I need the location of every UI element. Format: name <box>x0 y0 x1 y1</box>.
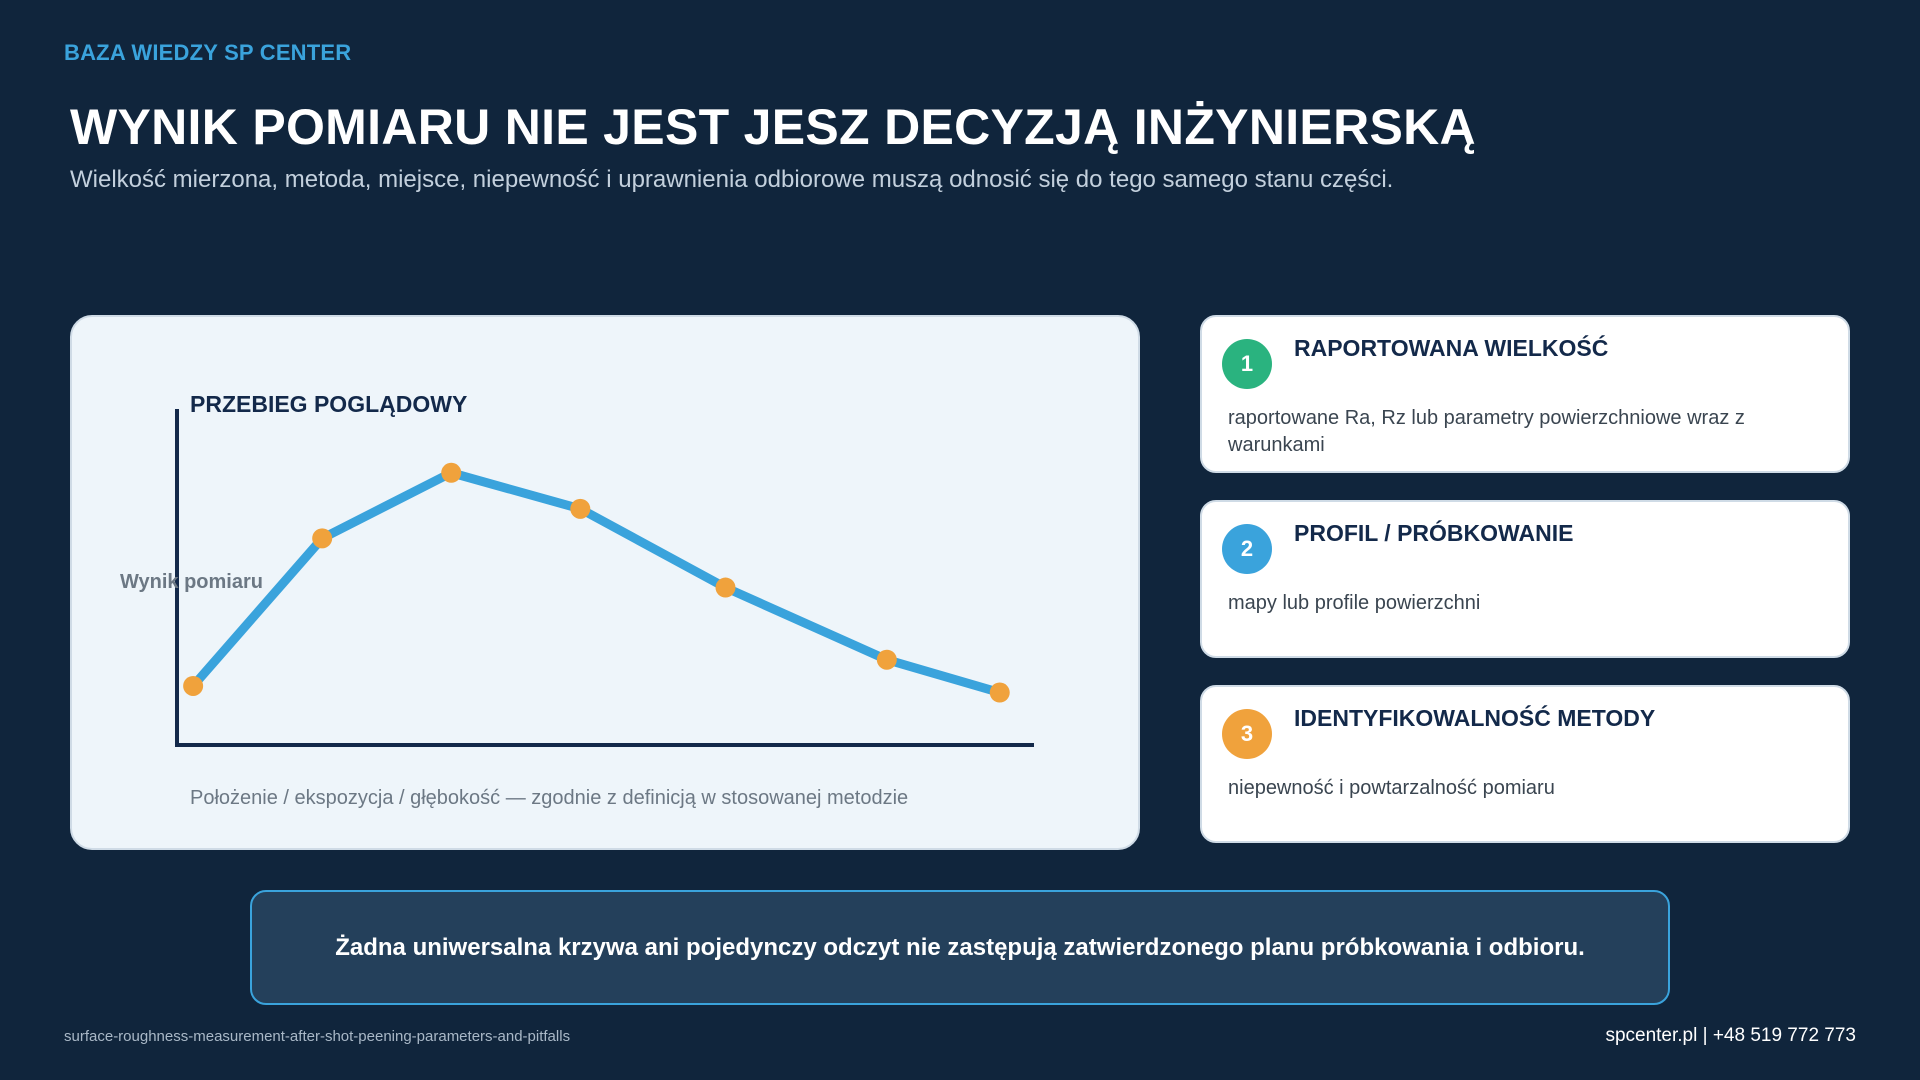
data-point-7 <box>990 683 1010 703</box>
card-title-3: IDENTYFIKOWALNOŚĆ METODY <box>1294 705 1656 731</box>
callout-text: Żadna uniwersalna krzywa ani pojedynczy odczyt nie zastępują zatwierdzonego planu próbkowania i odbioru. <box>335 933 1585 961</box>
info-card-3 <box>1200 685 1850 843</box>
card-title-2: PROFIL / PRÓBKOWANIE <box>1294 520 1574 546</box>
chart-title: PRZEBIEG POGLĄDOWY <box>190 391 468 417</box>
data-point-1 <box>183 676 203 696</box>
page-subtitle: Wielkość mierzona, metoda, miejsce, niepewność i uprawnienia odbiorowe muszą odnosić się do tego samego stanu części. <box>70 166 1394 193</box>
card-description-2: mapy lub profile powierzchni <box>1228 592 1481 614</box>
data-point-3 <box>441 463 461 483</box>
number-badge-2: 2 <box>1222 524 1272 574</box>
page-title: WYNIK POMIARU NIE JEST JESZ DECYZJĄ INŻYNIERSKĄ <box>70 99 1476 155</box>
x-axis-label: Położenie / ekspozycja / głębokość — zgodnie z definicją w stosowanej metodzie <box>190 787 909 809</box>
card-title-1: RAPORTOWANA WIELKOŚĆ <box>1294 335 1609 361</box>
number-badge-1: 1 <box>1222 339 1272 389</box>
brand-label: BAZA WIEDZY SP CENTER <box>64 40 352 65</box>
footer-slug: surface-roughness-measurement-after-shot-peening-parameters-and-pitfalls <box>64 1028 571 1045</box>
data-point-4 <box>570 499 590 519</box>
chart-card <box>70 315 1140 850</box>
number-badge-3: 3 <box>1222 709 1272 759</box>
data-point-2 <box>312 528 332 548</box>
data-point-6 <box>877 650 897 670</box>
card-description-1: raportowane Ra, Rz lub parametry powierzchniowe wraz z warunkami <box>1228 407 1745 456</box>
card-description-3: niepewność i powtarzalność pomiaru <box>1228 777 1555 799</box>
footer-contact: spcenter.pl | +48 519 772 773 <box>1605 1025 1856 1046</box>
callout-box <box>250 890 1670 1005</box>
info-card-1 <box>1200 315 1850 473</box>
data-point-5 <box>715 578 735 598</box>
info-card-2 <box>1200 500 1850 658</box>
y-axis-label: Wynik pomiaru <box>120 571 263 593</box>
